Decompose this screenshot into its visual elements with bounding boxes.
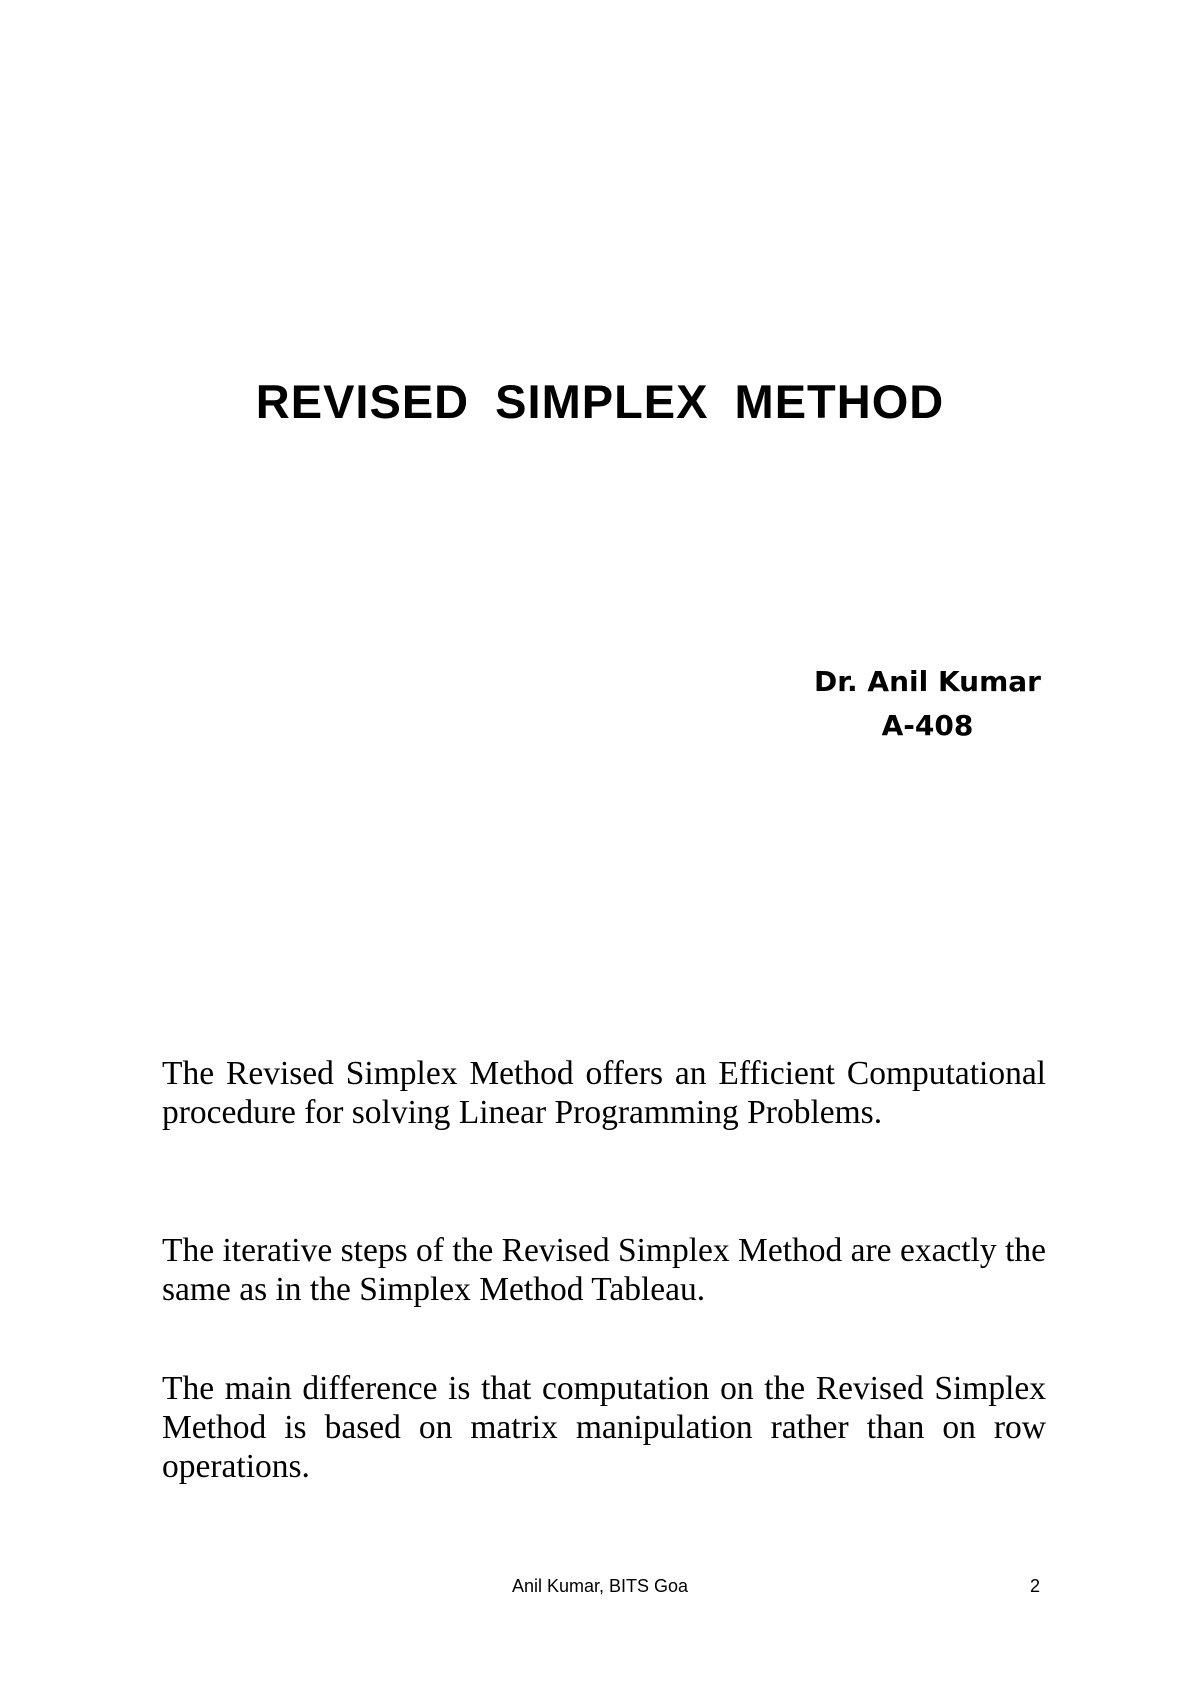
paragraph-iterative-steps: The iterative steps of the Revised Simplex Method are exactly the same as in the Simplex Method Tableau. bbox=[162, 1232, 1046, 1308]
page-number: 2 bbox=[1030, 1576, 1041, 1596]
page-title: REVISED SIMPLEX METHOD bbox=[255, 375, 945, 428]
author-room: A-408 bbox=[881, 709, 974, 742]
footer-author: Anil Kumar, BITS Goa bbox=[511, 1576, 689, 1596]
author-block bbox=[800, 660, 1055, 748]
paragraph-main-difference: The main difference is that computation on the Revised Simplex Method is based on matrix manipulation rather than on row operations. bbox=[162, 1370, 1046, 1485]
author-name: Dr. Anil Kumar bbox=[813, 665, 1041, 698]
paragraph-intro: The Revised Simplex Method offers an Efficient Computational procedure for solving Linear Programming Problems. bbox=[162, 1055, 1046, 1131]
